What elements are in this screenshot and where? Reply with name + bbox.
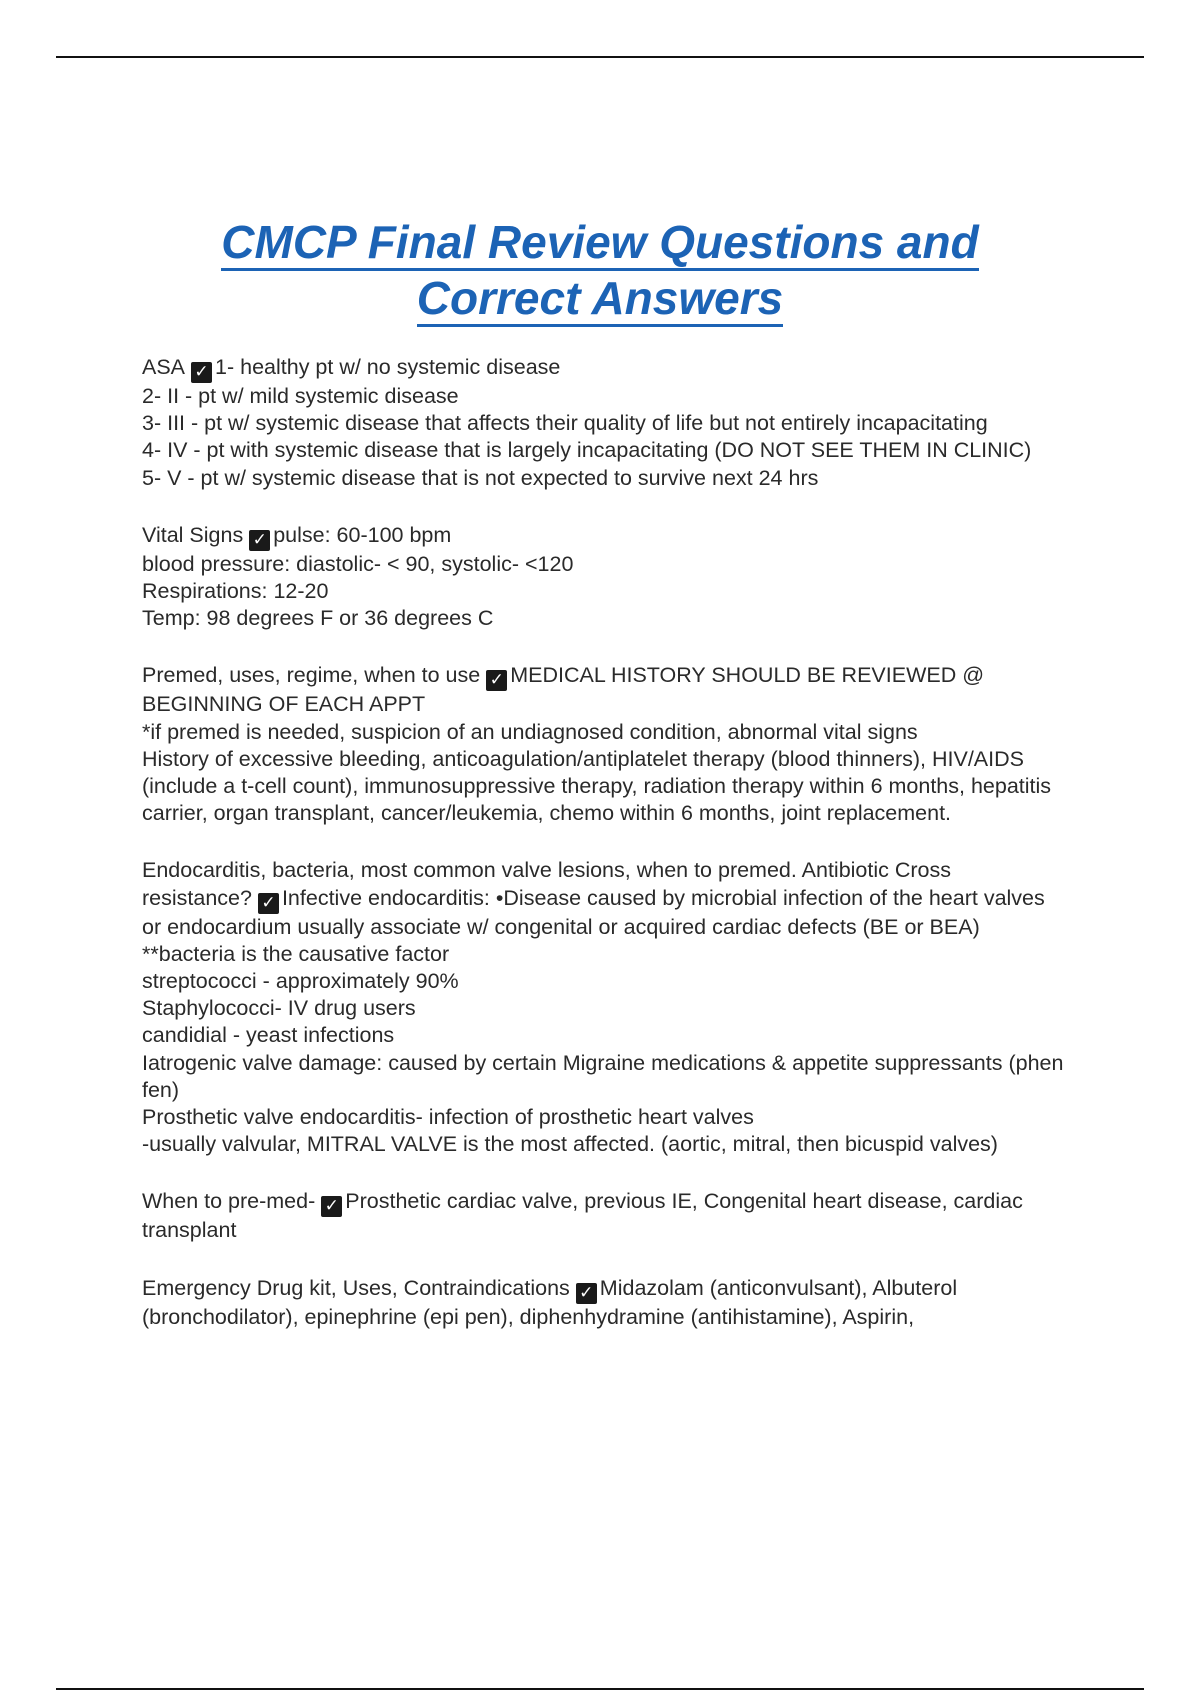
answer-line: Prosthetic valve endocarditis- infection of prosthetic heart valves xyxy=(142,1105,754,1130)
document-body xyxy=(142,354,1066,1361)
answer-line: blood pressure: diastolic- < 90, systolic- <120 xyxy=(142,551,574,576)
answer-text: Prosthetic cardiac valve, previous IE, Congenital heart disease, cardiac transplant xyxy=(142,1189,1023,1243)
qa-first-line xyxy=(142,522,1066,551)
answer-line: -usually valvular, MITRAL VALVE is the most affected. (aortic, mitral, then bicuspid valves) xyxy=(142,1132,998,1157)
check-icon: ✓ xyxy=(258,893,279,914)
answer-text: MEDICAL HISTORY SHOULD BE REVIEWED @ BEGINNING OF EACH APPT xyxy=(142,663,985,717)
qa-first-line xyxy=(142,1275,1066,1331)
qa-entry-emergency-drug-kit xyxy=(142,1275,1066,1331)
question-text: Vital Signs xyxy=(142,522,244,547)
question-text: When to pre-med- xyxy=(142,1189,316,1214)
answer-line: Staphylococci- IV drug users xyxy=(142,996,416,1021)
answer-line: Iatrogenic valve damage: caused by certain Migraine medications & appetite suppressants (phen fen) xyxy=(142,1050,1064,1102)
check-icon: ✓ xyxy=(321,1196,342,1217)
check-icon: ✓ xyxy=(249,530,270,551)
qa-entry-vital-signs xyxy=(142,522,1066,633)
title-line-1: CMCP Final Review Questions and xyxy=(221,216,978,271)
answer-line: 3- III - pt w/ systemic disease that affects their quality of life but not entirely incapacitating xyxy=(142,411,988,436)
qa-entry-when-to-premed xyxy=(142,1188,1066,1244)
answer-line: streptococci - approximately 90% xyxy=(142,969,459,994)
answer-line: Temp: 98 degrees F or 36 degrees C xyxy=(142,606,494,631)
bottom-rule xyxy=(56,1688,1144,1690)
question-text: ASA xyxy=(142,355,186,379)
question-text: Emergency Drug kit, Uses, Contraindications xyxy=(142,1275,570,1300)
qa-first-line xyxy=(142,1188,1066,1244)
answer-line: *if premed is needed, suspicion of an undiagnosed condition, abnormal vital signs xyxy=(142,719,918,744)
answer-line: 4- IV - pt with systemic disease that is largely incapacitating (DO NOT SEE THEM IN CLINIC) xyxy=(142,438,1032,463)
question-text: Premed, uses, regime, when to use xyxy=(142,663,481,688)
check-icon: ✓ xyxy=(191,362,212,383)
answer-line: **bacteria is the causative factor xyxy=(142,941,450,966)
qa-first-line xyxy=(142,354,1066,383)
top-rule xyxy=(56,56,1144,58)
question-text: Endocarditis, bacteria, most common valve lesions, when to premed. Antibiotic Cross resistance? xyxy=(142,858,952,910)
qa-first-line xyxy=(142,857,1066,940)
answer-line: 2- II - pt w/ mild systemic disease xyxy=(142,384,459,408)
qa-entry-endocarditis xyxy=(142,857,1066,1158)
qa-first-line xyxy=(142,662,1066,718)
title-line-2: Correct Answers xyxy=(417,272,783,327)
answer-line: candidial - yeast infections xyxy=(142,1023,395,1048)
qa-entry-asa xyxy=(142,354,1066,492)
answer-line: Respirations: 12-20 xyxy=(142,579,329,604)
answer-text: Midazolam (anticonvulsant), Albuterol (bronchodilator), epinephrine (epi pen), diphenhydramine (antihistamine), Aspirin, xyxy=(142,1275,958,1329)
answer-text: Infective endocarditis: •Disease caused by microbial infection of the heart valves or endocardium usually associate w/ congenital or acquired cardiac defects (BE or BEA) xyxy=(142,885,1045,939)
answer-line: History of excessive bleeding, anticoagulation/antiplatelet therapy (blood thinners), HIV/AIDS (include a t-cell count), immunosuppressive therapy, radiation therapy within 6 months, hepatitis carrier, organ transplant, cancer/leukemia, chemo within 6 months, joint replacement. xyxy=(142,746,1052,826)
answer-text: 1- healthy pt w/ no systemic disease xyxy=(215,355,561,379)
qa-entry-premed xyxy=(142,662,1066,827)
answer-text: pulse: 60-100 bpm xyxy=(273,522,452,547)
check-icon: ✓ xyxy=(576,1283,597,1304)
answer-line: 5- V - pt w/ systemic disease that is not expected to survive next 24 hrs xyxy=(142,465,819,490)
document-title xyxy=(140,214,1060,326)
check-icon: ✓ xyxy=(486,670,507,691)
